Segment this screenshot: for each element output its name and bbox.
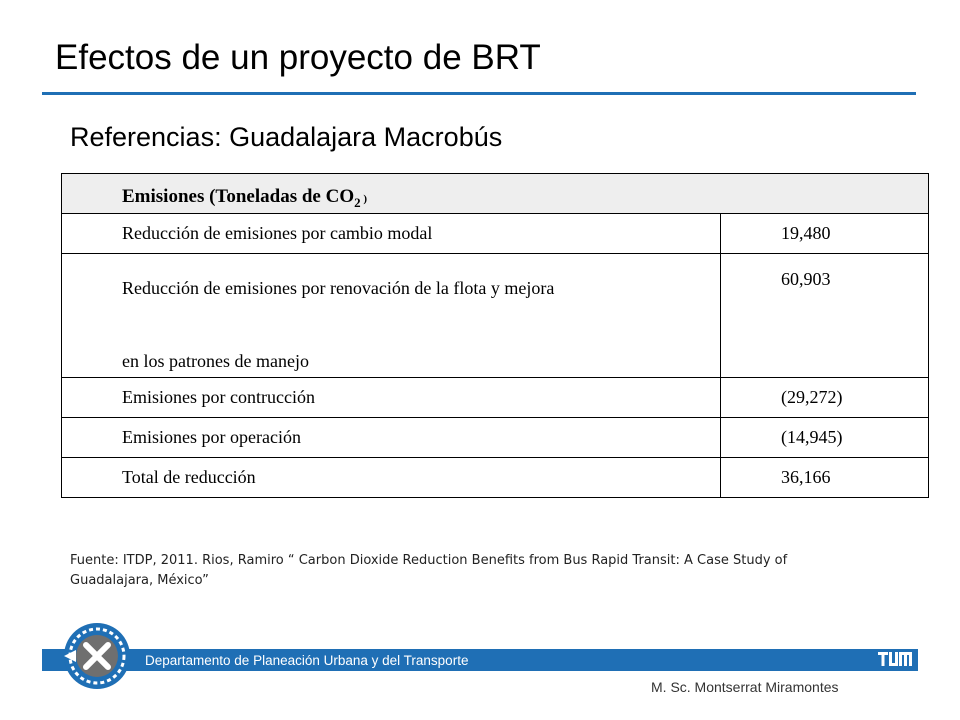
row-label: Reducción de emisiones por renovación de la flota y mejora en los patrones de manejo xyxy=(62,254,721,378)
row-label: Reducción de emisiones por cambio modal xyxy=(62,214,721,254)
row-label: Emisiones por operación xyxy=(62,418,721,458)
source-line-2: Guadalajara, México” xyxy=(70,573,209,588)
row-value: (29,272) xyxy=(721,378,929,418)
slide-subtitle: Referencias: Guadalajara Macrobús xyxy=(70,122,503,152)
header-subscript: 2 xyxy=(354,194,361,210)
row-label: Emisiones por contrucción xyxy=(62,378,721,418)
table-row xyxy=(62,418,929,458)
slide-title: Efectos de un proyecto de BRT xyxy=(55,38,541,77)
row-value: (14,945) xyxy=(721,418,929,458)
table-row xyxy=(62,458,929,498)
row-value: 60,903 xyxy=(721,254,929,378)
table-header-row xyxy=(62,174,929,214)
header-close: ) xyxy=(360,193,368,205)
tum-logo-icon xyxy=(876,650,914,668)
source-citation xyxy=(70,551,910,591)
title-divider xyxy=(42,92,916,95)
row-label: Total de reducción xyxy=(62,458,721,498)
emissions-table xyxy=(61,173,929,498)
table-header-cell xyxy=(62,174,929,214)
row-value: 36,166 xyxy=(721,458,929,498)
table-row xyxy=(62,378,929,418)
department-name: Departamento de Planeación Urbana y del Transporte xyxy=(145,653,469,668)
table-row xyxy=(62,214,929,254)
author-name: M. Sc. Montserrat Miramontes xyxy=(651,679,839,695)
header-text: Emisiones (Toneladas de CO xyxy=(122,186,355,207)
transport-planning-logo-icon xyxy=(62,621,132,691)
table-row xyxy=(62,254,929,378)
row-value: 19,480 xyxy=(721,214,929,254)
source-line-1: Fuente: ITDP, 2011. Rios, Ramiro “ Carbon Dioxide Reduction Benefits from Bus Rapid Transit: A Case Study of xyxy=(70,553,788,568)
